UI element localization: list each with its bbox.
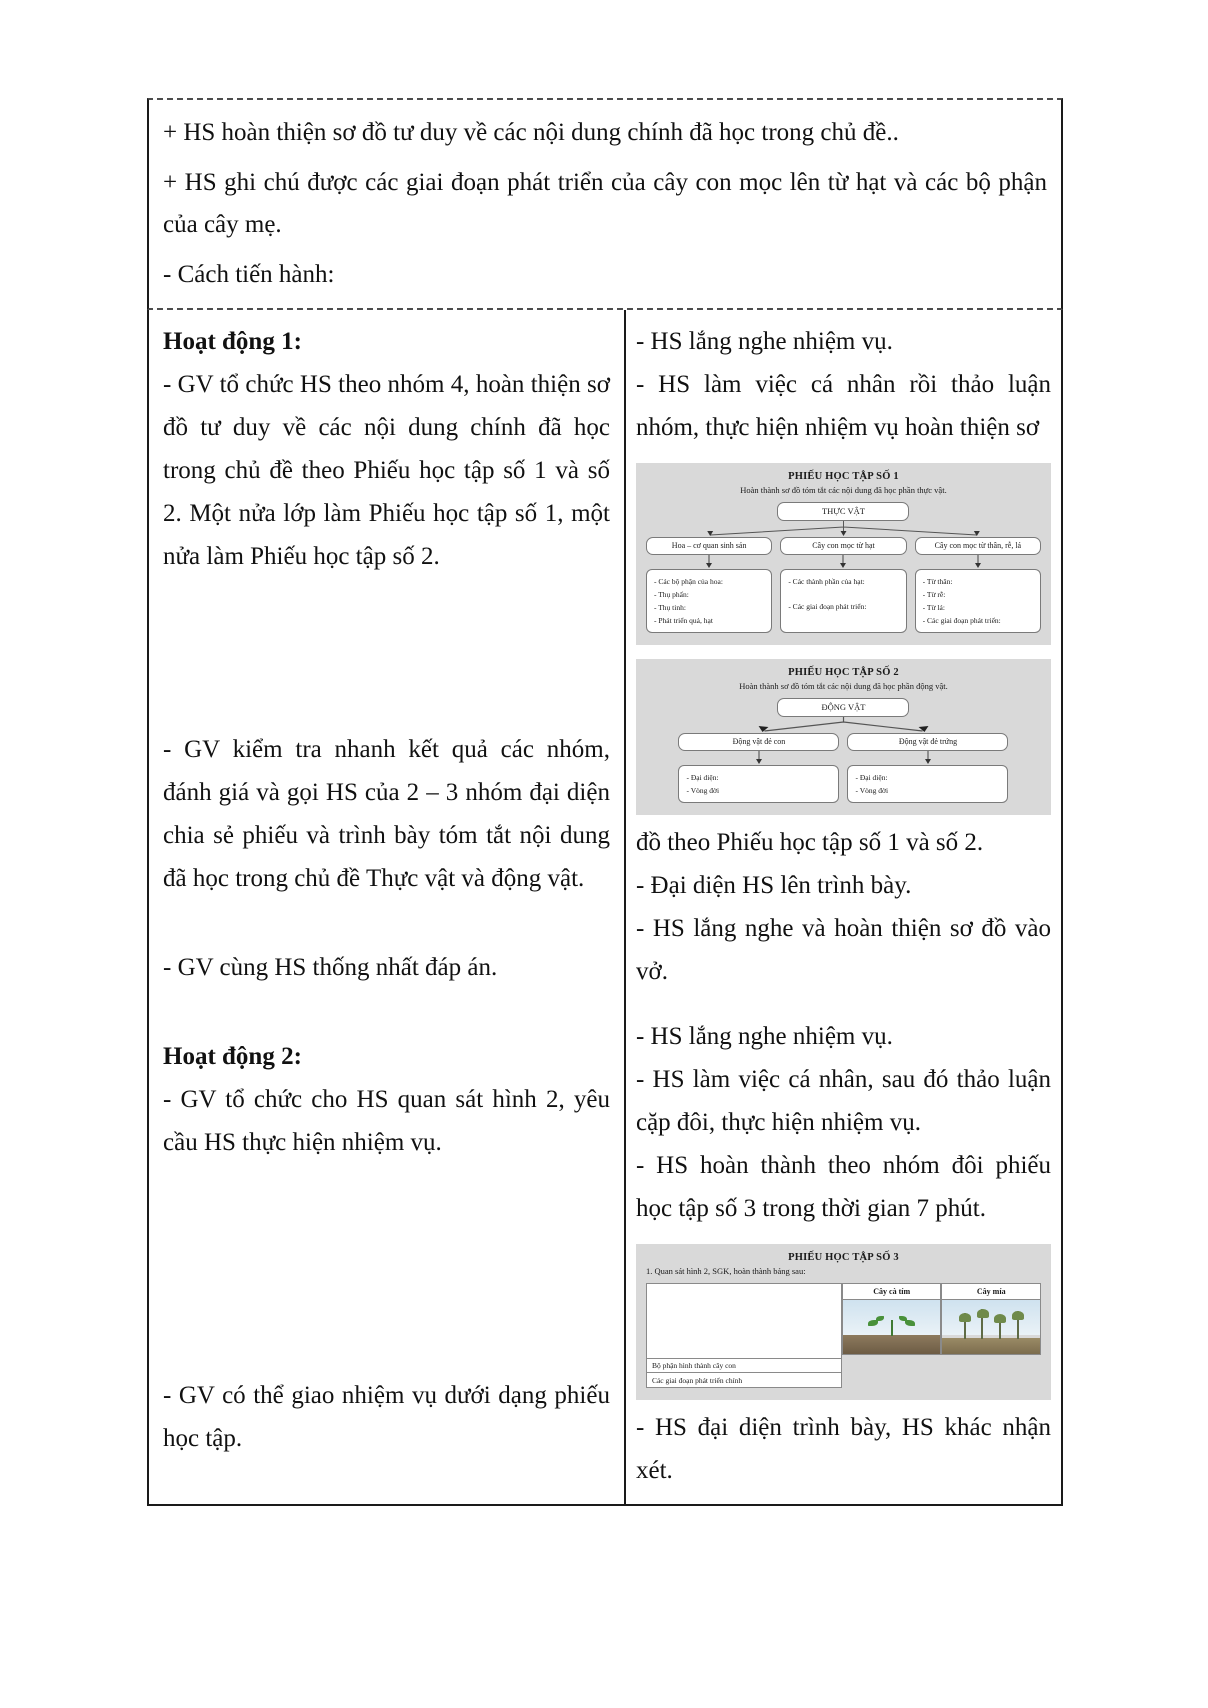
worksheet-2-subtitle: Hoàn thành sơ đồ tóm tắt các nội dung đã học phần động vật. <box>739 681 948 692</box>
detail-line: - Phát triển quả, hạt <box>653 616 713 625</box>
worksheet-3-column-1-header: Cây cà tím <box>842 1283 942 1300</box>
teacher-para-3: - GV cùng HS thống nhất đáp án. <box>163 954 498 981</box>
teacher-para-2: - GV kiểm tra nhanh kết quả các nhóm, đánh giá và gọi HS của 2 – 3 nhóm đại diện chia sẻ phiếu và trình bày tóm tắt nội dung đã học trong chủ đề Thực vật và động vật. <box>163 736 610 892</box>
teacher-para-4: - GV tổ chức cho HS quan sát hình 2, yêu cầu HS thực hiện nhiệm vụ. <box>163 1086 610 1156</box>
spacer <box>163 900 610 946</box>
worksheet-3-data-columns <box>842 1283 1041 1359</box>
worksheet-3-title: PHIẾU HỌC TẬP SỐ 3 <box>788 1252 899 1263</box>
arrow-down-icon <box>646 555 772 569</box>
student-para-2: - HS làm việc cá nhân rồi thảo luận nhóm, thực hiện nhiệm vụ hoàn thiện sơ <box>635 371 1051 441</box>
teacher-para-1: - GV tổ chức HS theo nhóm 4, hoàn thiện sơ đồ tư duy về các nội dung chính đã học trong chủ đề theo Phiếu học tập số 1 và số 2. Một nửa lớp làm Phiếu học tập số 1, một nửa làm Phiếu học tập số 2. <box>163 371 610 570</box>
detail-line: - Vòng đời <box>855 785 889 795</box>
worksheet-2-branch-2: Động vật đẻ trứng <box>847 733 1008 751</box>
worksheet-1-root-node: THỰC VẬT <box>777 502 909 521</box>
leaf-shape <box>899 1316 907 1321</box>
worksheet-1-branch-row <box>646 537 1041 555</box>
intro-line-1: + HS hoàn thiện sơ đồ tư duy về các nội dung chính đã học trong chủ đề.. <box>163 119 899 146</box>
worksheet-3-row-labels <box>646 1358 1041 1388</box>
leaf-shape <box>876 1316 884 1321</box>
student-para-8: - HS hoàn thành theo nhóm đôi phiếu học tập số 3 trong thời gian 7 phút. <box>635 1152 1051 1222</box>
spacer <box>163 578 610 728</box>
intro-line-2: + HS ghi chú được các giai đoạn phát triển của cây con mọc lên từ hạt và các bộ phận của cây mẹ. <box>163 169 1047 238</box>
worksheet-2-title: PHIẾU HỌC TẬP SỐ 2 <box>788 667 899 679</box>
spacer <box>163 1164 610 1288</box>
detail-spacer <box>788 588 898 600</box>
arrow-down-icon <box>678 751 839 765</box>
worksheet-1-branch-1: Hoa – cơ quan sinh sản <box>646 537 772 555</box>
worksheet-3 <box>636 1244 1051 1400</box>
arrow-down-icon <box>847 751 1008 765</box>
worksheet-2 <box>636 659 1051 815</box>
student-para-7: - HS làm việc cá nhân, sau đó thảo luận cặp đôi, thực hiện nhiệm vụ. <box>635 1066 1051 1136</box>
worksheet-1-detail-3 <box>915 569 1041 634</box>
worksheet-2-root-node: ĐỘNG VẬT <box>777 698 909 717</box>
student-para-5: - HS lắng nghe và hoàn thiện sơ đồ vào vở. <box>635 915 1051 985</box>
detail-line: - Các bộ phận của hoa: <box>653 576 723 586</box>
soil-band <box>843 1335 941 1354</box>
teacher-column <box>149 310 626 1504</box>
worksheet-1-arrow-row <box>646 555 1041 569</box>
student-column <box>626 310 1061 1504</box>
detail-line: - Các giai đoạn phát triển: <box>788 601 867 611</box>
worksheet-3-row-1-label: Bộ phận hình thành cây con <box>646 1358 842 1373</box>
worksheet-3-row-2-label: Các giai đoạn phát triển chính <box>646 1373 842 1388</box>
detail-line: - Đại diện: <box>855 772 888 782</box>
detail-line: - Vòng đời <box>686 785 720 795</box>
worksheet-3-subtitle: 1. Quan sát hình 2, SGK, hoàn thành bảng sau: <box>645 1266 806 1276</box>
student-para-9: - HS đại diện trình bày, HS khác nhận xét. <box>635 1414 1051 1484</box>
detail-line: - Thụ tinh: <box>653 602 686 612</box>
cane-top-shape <box>1012 1311 1024 1320</box>
arrow-down-icon <box>780 555 906 569</box>
stem-shape <box>891 1320 893 1336</box>
leaf-shape <box>905 1320 915 1326</box>
detail-line: - Từ rễ: <box>922 589 946 599</box>
detail-line: - Các thành phần của hạt: <box>788 576 865 586</box>
spacer <box>163 989 610 1035</box>
worksheet-3-column-1 <box>842 1283 942 1359</box>
worksheet-2-branch-1: Động vật đẻ con <box>678 733 839 751</box>
student-para-4: - Đại diện HS lên trình bày. <box>635 872 912 899</box>
document-page <box>147 98 1063 1506</box>
detail-line: - Đại diện: <box>686 772 719 782</box>
worksheet-2-connector <box>646 717 1041 733</box>
worksheet-3-corner-cell <box>646 1283 842 1359</box>
worksheet-1-detail-2 <box>780 569 906 634</box>
branch-lines-icon <box>646 521 1041 537</box>
spacer <box>636 993 1051 1015</box>
activity-table <box>147 310 1063 1506</box>
detail-line: - Từ thân: <box>922 576 953 586</box>
activity2-heading: Hoạt động 2: <box>163 1043 302 1070</box>
arrow-down-icon <box>915 555 1041 569</box>
worksheet-2-branch-row <box>678 733 1008 751</box>
worksheet-3-label-column <box>646 1283 842 1359</box>
cane-top-shape <box>959 1313 971 1322</box>
worksheet-2-detail-2 <box>847 765 1008 803</box>
detail-line: - Các giai đoạn phát triển: <box>922 616 1001 625</box>
spacer <box>163 1288 610 1374</box>
student-para-3: đồ theo Phiếu học tập số 1 và số 2. <box>635 829 984 856</box>
cane-top-shape <box>994 1314 1006 1323</box>
detail-line: - Thụ phấn: <box>653 589 689 599</box>
student-para-1: - HS lắng nghe nhiệm vụ. <box>635 328 893 355</box>
worksheet-2-detail-row <box>678 765 1008 803</box>
intro-block <box>147 98 1063 310</box>
soil-band <box>942 1338 1040 1354</box>
cane-top-shape <box>977 1309 989 1318</box>
worksheet-1-subtitle: Hoàn thành sơ đồ tóm tắt các nội dung đã học phần thực vật. <box>740 485 947 495</box>
worksheet-1-detail-row <box>646 569 1041 634</box>
detail-line: - Từ lá: <box>922 602 945 612</box>
worksheet-1-connector <box>646 521 1041 537</box>
worksheet-1-detail-1 <box>646 569 772 634</box>
worksheet-1-title: PHIẾU HỌC TẬP SỐ 1 <box>788 471 899 482</box>
student-para-6: - HS lắng nghe nhiệm vụ. <box>635 1023 893 1050</box>
worksheet-2-detail-1 <box>678 765 839 803</box>
worksheet-1-branch-2: Cây con mọc từ hạt <box>780 537 906 555</box>
sky-band <box>942 1300 1040 1335</box>
sugarcane-photo <box>941 1300 1041 1355</box>
worksheet-2-arrow-row <box>678 751 1008 765</box>
branch-lines-icon <box>646 717 1041 733</box>
eggplant-photo <box>842 1300 942 1355</box>
activity1-heading: Hoạt động 1: <box>163 328 302 355</box>
intro-line-3: - Cách tiến hành: <box>163 261 335 288</box>
worksheet-1-branch-3: Cây con mọc từ thân, rễ, lá <box>915 537 1041 555</box>
worksheet-3-table <box>646 1283 1041 1359</box>
worksheet-1 <box>636 463 1051 645</box>
worksheet-3-column-2 <box>941 1283 1041 1359</box>
worksheet-3-column-2-header: Cây mía <box>941 1283 1041 1300</box>
teacher-para-5: - GV có thể giao nhiệm vụ dưới dạng phiếu học tập. <box>163 1382 610 1452</box>
